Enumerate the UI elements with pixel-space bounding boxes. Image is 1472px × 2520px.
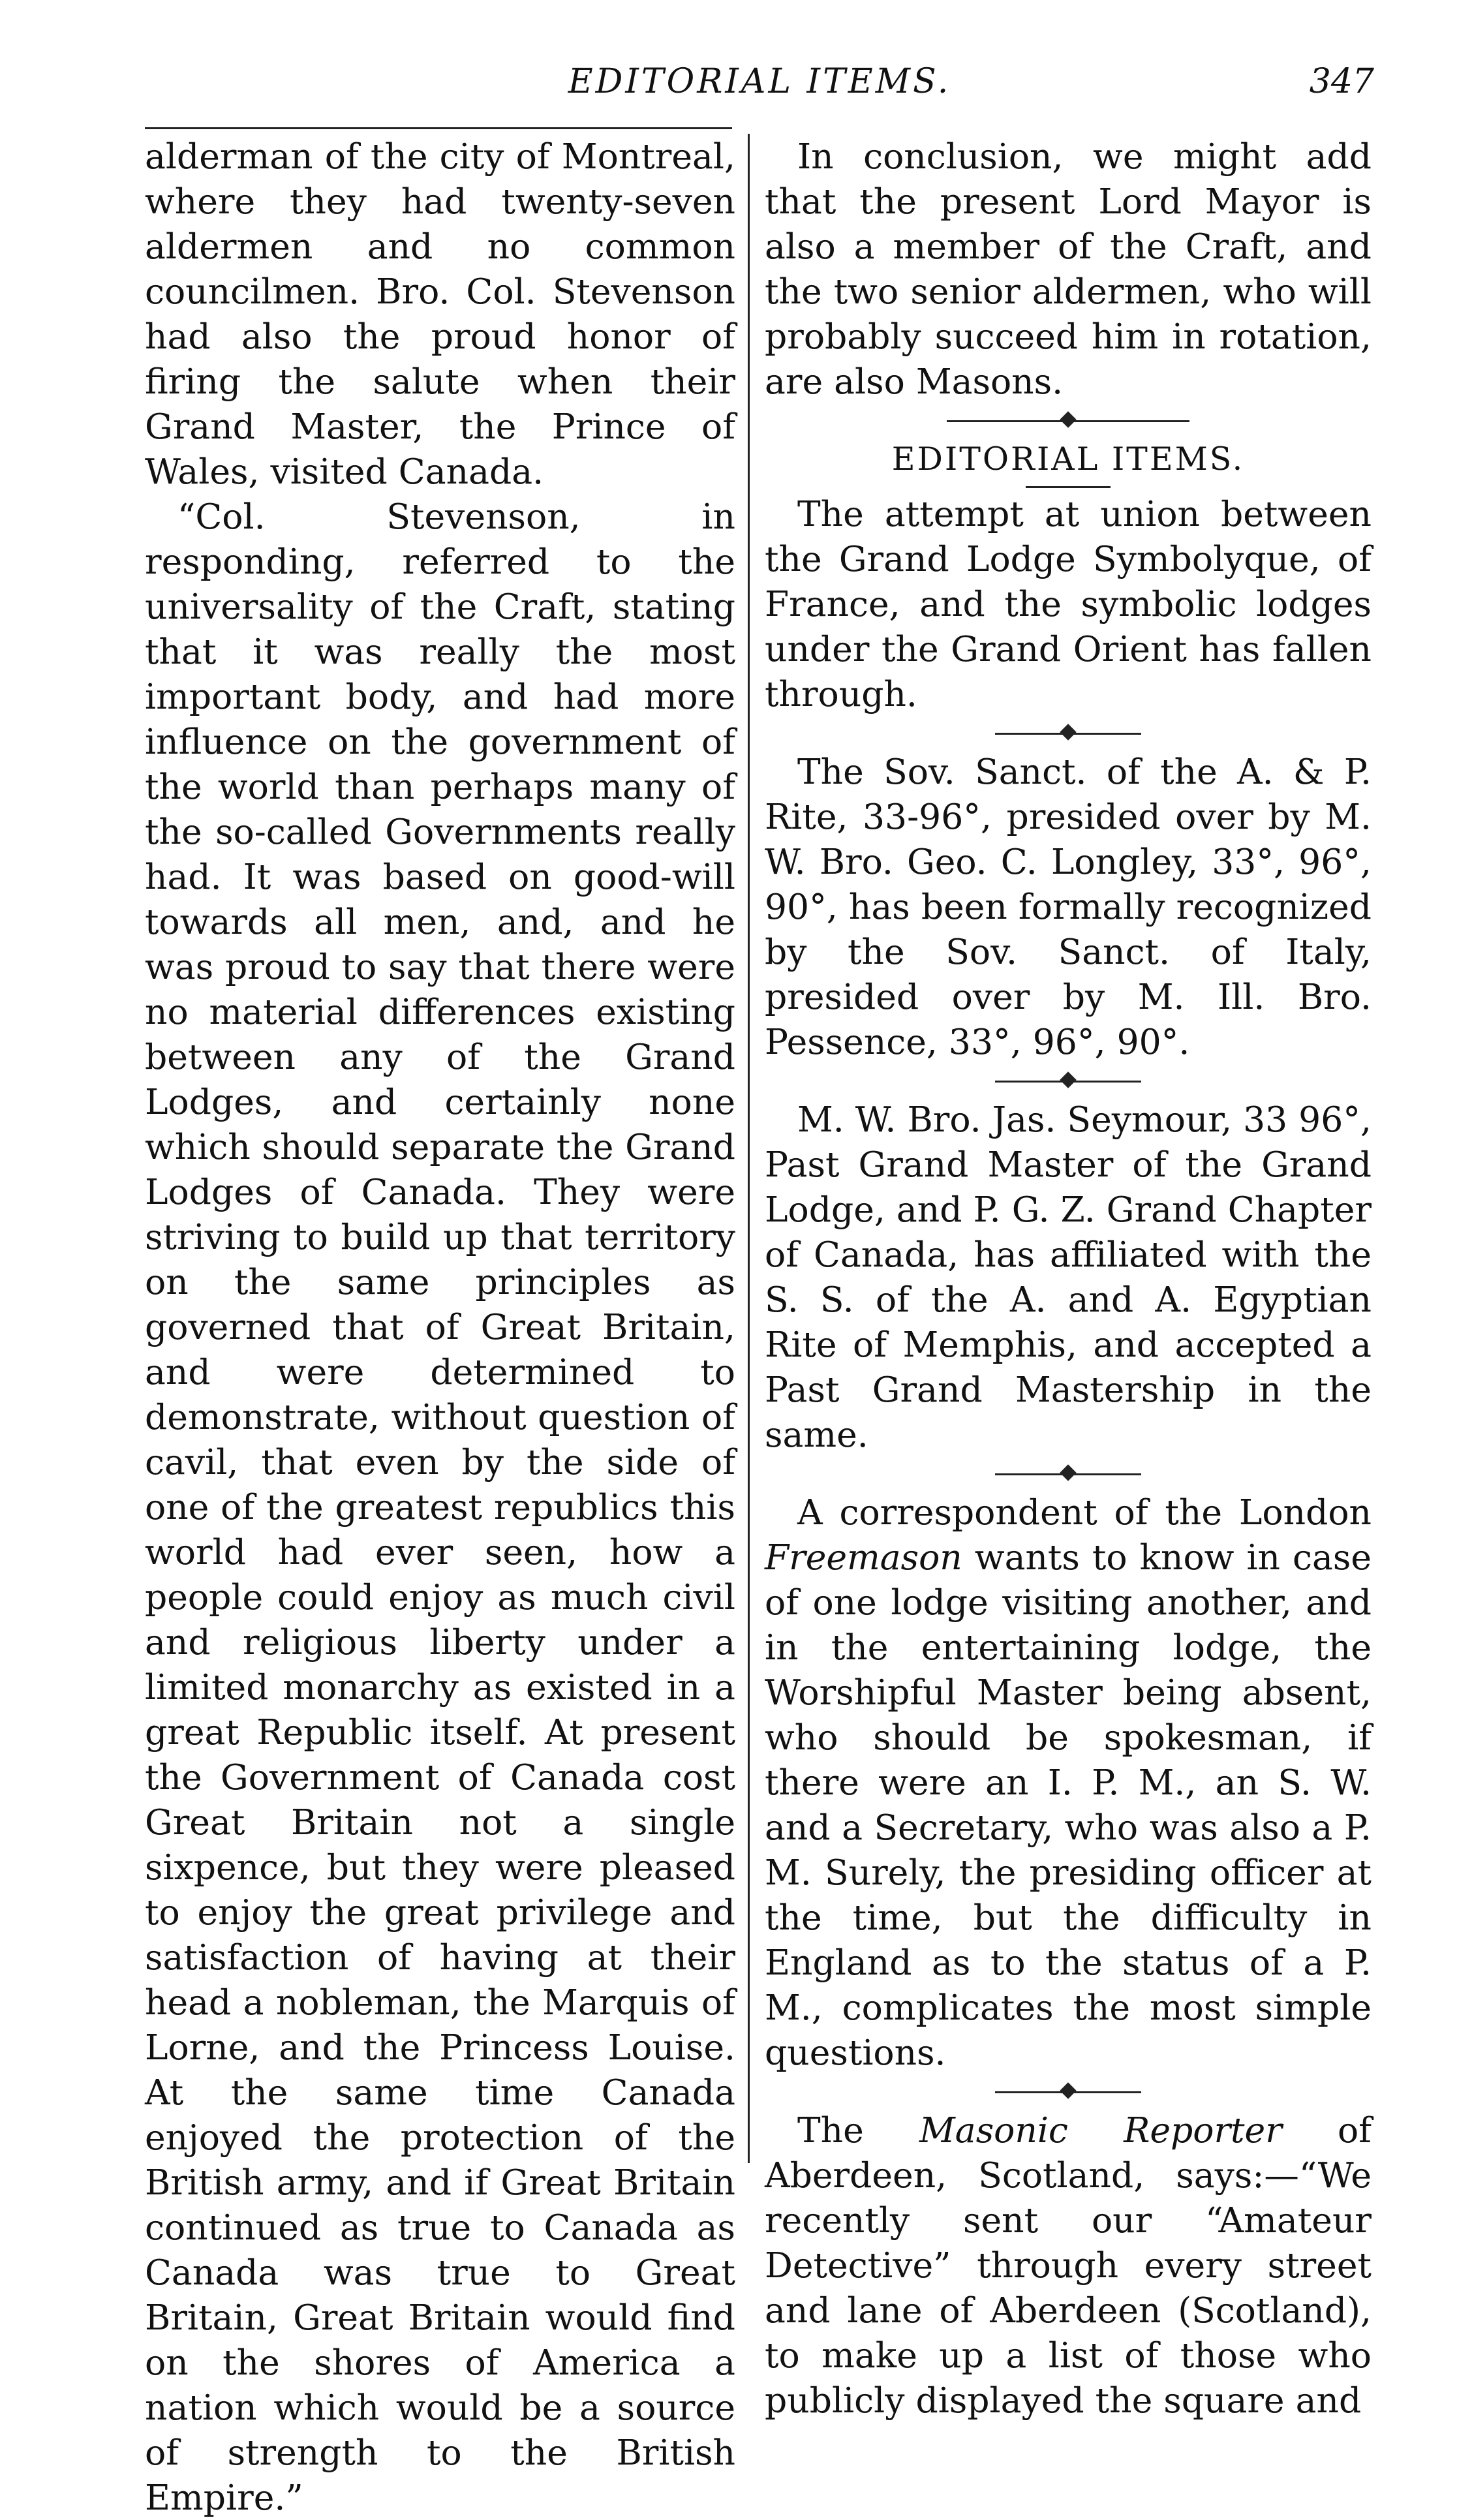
- left-paragraph-1: alderman of the city of Montreal, where they had twenty-seven aldermen and no common councilmen. Bro. Col. Stevenson had also the proud honor of firing the salute when their Grand Master, the Prince of Wales, visited Canada.: [145, 136, 735, 492]
- p6-start: The: [797, 2110, 864, 2151]
- left-paragraph-2: “Col. Stevenson, in responding, referred to the universality of the Craft, stating that it was really the most important body, and had more influence on the government of the world than perhaps many of the so-called Governments really had. It was based on good-will towards all men, and, and he was proud to say that there were no material differences existing between any of the Grand Lodges, and certainly none which should separate the Grand Lodges of Canada. They were striving to build up that territory on the same principles as governed that of Great Britain, and were determined to demonstrate, without question of cavil, that even by the side of one of the greatest republics this world had ever seen, how a people could enjoy as much civil and religious liberty under a limited monarchy as existed in a great Republic itself. At present the Government of Canada cost Great Britain not a single sixpence, but they were pleased to enjoy the great privilege and satisfaction of having at their head a nobleman, the Marquis of Lorne, and the Princess Louise. At the same time Canada enjoyed the protection of the British army, and if Great Britain continued as true to Canada as Canada was true to Great Britain, Great Britain would find on the shores of America a nation which would be a source of strength to the British Empire.”: [145, 496, 735, 2518]
- header-rule: [145, 127, 732, 129]
- right-paragraph-5: [765, 1490, 1372, 2075]
- separator-ornament: [765, 1457, 1372, 1490]
- p6-rest: of Aberdeen, Scotland, says:—“We recently sent our “Amateur Detective” through every street and lane of Aberdeen (Scotland), to make up a list of those who publicly displayed the square and: [765, 2110, 1372, 2421]
- section-ornament: [765, 404, 1372, 437]
- column-divider: [748, 134, 750, 2163]
- right-paragraph-2: The attempt at union between the Grand Lodge Symbolyque, of France, and the symbolic lodges under the Grand Orient has fallen through.: [765, 493, 1372, 715]
- separator-ornament: [765, 2075, 1372, 2108]
- right-column: [765, 134, 1372, 2423]
- publication-name-masonic-reporter: Masonic Reporter: [919, 2110, 1282, 2151]
- page-number: 347: [1309, 62, 1374, 101]
- p5-start: A correspondent of the London: [797, 1492, 1372, 1533]
- separator-ornament: [765, 716, 1372, 749]
- right-paragraph-6: [765, 2108, 1372, 2423]
- right-paragraph-1: In conclusion, we might add that the present Lord Mayor is also a member of the Craft, and the two senior aldermen, who will probably succeed him in rotation, are also Masons.: [765, 136, 1372, 402]
- separator-ornament: [765, 1064, 1372, 1097]
- section-title-rule: [765, 482, 1372, 491]
- left-column: [145, 134, 735, 2520]
- running-title: EDITORIAL ITEMS.: [568, 62, 951, 101]
- section-title: EDITORIAL ITEMS.: [891, 440, 1245, 478]
- publication-name-freemason: Freemason: [765, 1537, 962, 1578]
- right-paragraph-3: The Sov. Sanct. of the A. & P. Rite, 33-96°, presided over by M. W. Bro. Geo. C. Longley, 33°, 96°, 90°, has been formally recognized by the Sov. Sanct. of Italy, presided over by M. Ill. Bro. Pessence, 33°, 96°, 90°.: [765, 751, 1372, 1062]
- page-header: [145, 62, 1374, 114]
- right-paragraph-4: M. W. Bro. Jas. Seymour, 33 96°, Past Grand Master of the Grand Lodge, and P. G. Z. Grand Chapter of Canada, has affiliated with the S. S. of the A. and A. Egyptian Rite of Memphis, and accepted a Past Grand Mastership in the same.: [765, 1099, 1372, 1455]
- p5-rest: wants to know in case of one lodge visiting another, and in the entertaining lodge, the Worshipful Master being absent, who should be spokesman, if there were an I. P. M., an S. W. and a Secretary, who was also a P. M. Surely, the presiding officer at the time, but the difficulty in England as to the status of a P. M., complicates the most simple questions.: [765, 1537, 1372, 2073]
